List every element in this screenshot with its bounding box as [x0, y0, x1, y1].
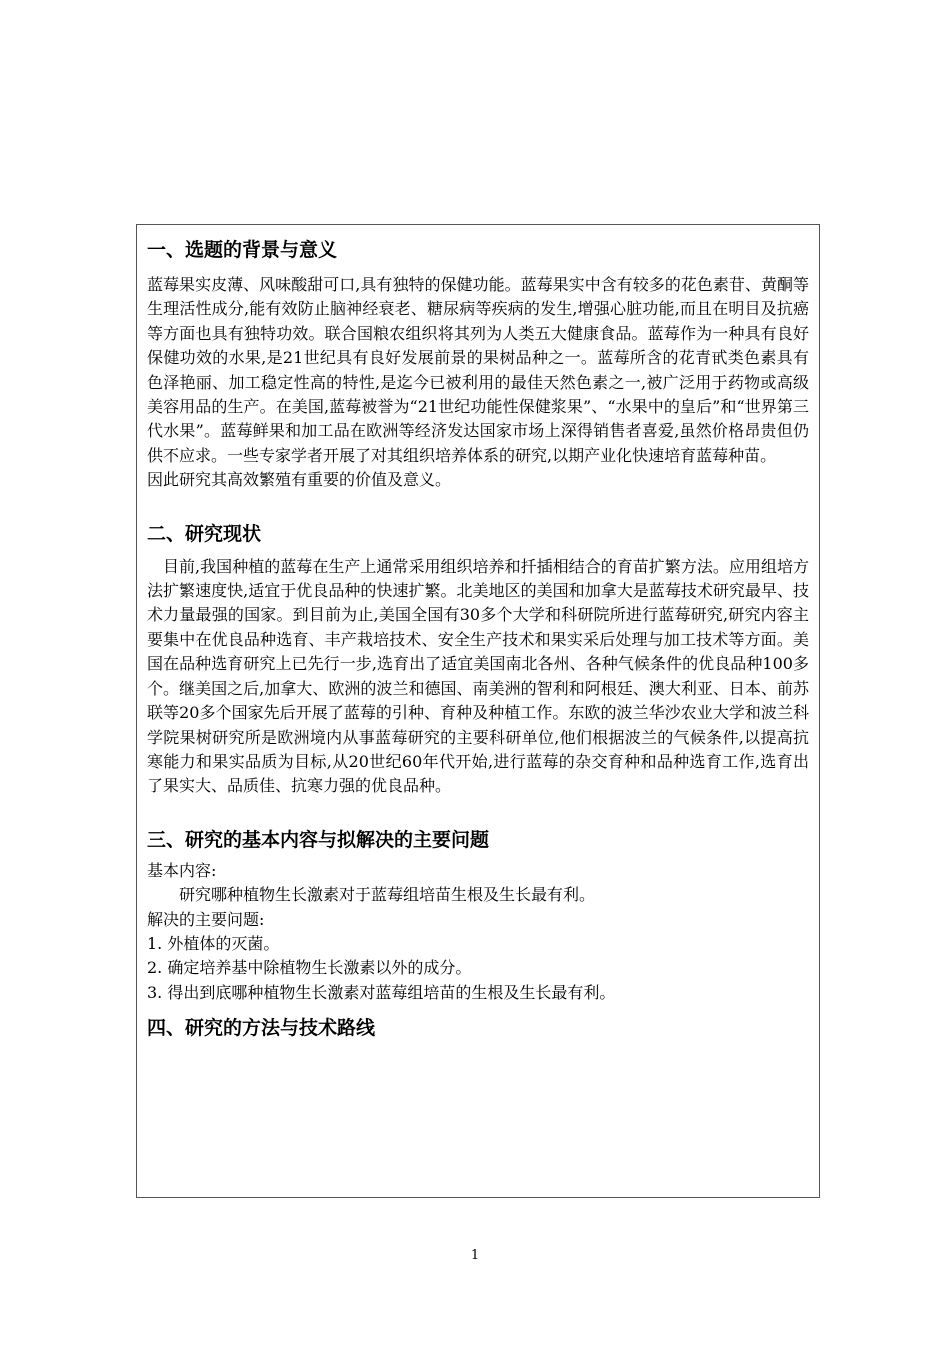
problems-label: 解决的主要问题: — [147, 909, 265, 929]
section-2-title: 二、研究现状 — [147, 522, 262, 545]
section-2-paragraph: 目前,我国种植的蓝莓在生产上通常采用组织培养和扦插相结合的育苗扩繁方法。应用组培方法扩繁速度快,适宜于优良品种的快速扩繁。北美地区的美国和加拿大是蓝莓技术研究最早、技术力量最强的国家。到目前为止,美国全国有30多个大学和科研院所进行蓝莓研究,研究内容主要集中在优良品种选育、丰产栽培技术、安全生产技术和果实采后处理与加工技术等方面。美国在品种选育研究上已先行一步,选育出了适宜美国南北各州、各种气候条件的优良品种100多个。继美国之后,加拿大、欧洲的波兰和德国、南美洲的智利和阿根廷、澳大利亚、日本、前苏联等20多个国家先后开展了蓝莓的引种、育种及种植工作。东欧的波兰华沙农业大学和波兰科学院果树研究所是欧洲境内从事蓝莓研究的主要科研单位,他们根据波兰的气候条件,以提高抗寒能力和果实品质为目标,从20世纪60年代开始,进行蓝莓的杂交育种和品种选育工作,选育出了果实大、品质佳、抗寒力强的优良品种。 — [147, 556, 809, 796]
section-4-title: 四、研究的方法与技术路线 — [147, 1017, 376, 1040]
section-1-title: 一、选题的背景与意义 — [147, 239, 338, 261]
section-1-paragraph: 蓝莓果实皮薄、风味酸甜可口,具有独特的保健功能。蓝莓果实中含有较多的花色素苷、黄酮等生理活性成分,能有效防止脑神经衰老、糖尿病等疾病的发生,增强心脏功能,而且在明目及抗癌等方面也具有独特功效。联合国粮农组织将其列为人类五大健康食品。蓝莓作为一种具有良好保健功效的水果,是21世纪具有良好发展前景的果树品种之一。蓝莓所含的花青甙类色素具有色泽艳丽、加工稳定性高的特性,是迄今已被利用的最佳天然色素之一,被广泛用于药物或高级美容用品的生产。在美国,蓝莓被誉为“21世纪功能性保健浆果”、“水果中的皇后”和“世界第三代水果”。蓝莓鲜果和加工品在欧洲等经济发达国家市场上深得销售者喜爱,虽然价格昂贵但仍供不应求。一些专家学者开展了对其组织培养体系的研究,以期产业化快速培育蓝莓种苗。 — [147, 275, 809, 465]
problem-item-2: 2. 确定培养基中除植物生长激素以外的成分。 — [147, 958, 472, 978]
basic-content-text: 研究哪种植物生长激素对于蓝莓组培苗生根及生长最有利。 — [179, 885, 596, 905]
section-1-conclusion: 因此研究其高效繁殖有重要的价值及意义。 — [147, 470, 452, 490]
page-number: 1 — [470, 1248, 480, 1263]
basic-content-label: 基本内容: — [147, 860, 217, 880]
problem-item-1: 1. 外植体的灭菌。 — [147, 933, 280, 953]
section-3-title: 三、研究的基本内容与拟解决的主要问题 — [147, 828, 490, 851]
problem-item-3: 3. 得出到底哪种植物生长激素对蓝莓组培苗的生根及生长最有利。 — [147, 982, 616, 1002]
content-frame — [136, 224, 820, 1198]
